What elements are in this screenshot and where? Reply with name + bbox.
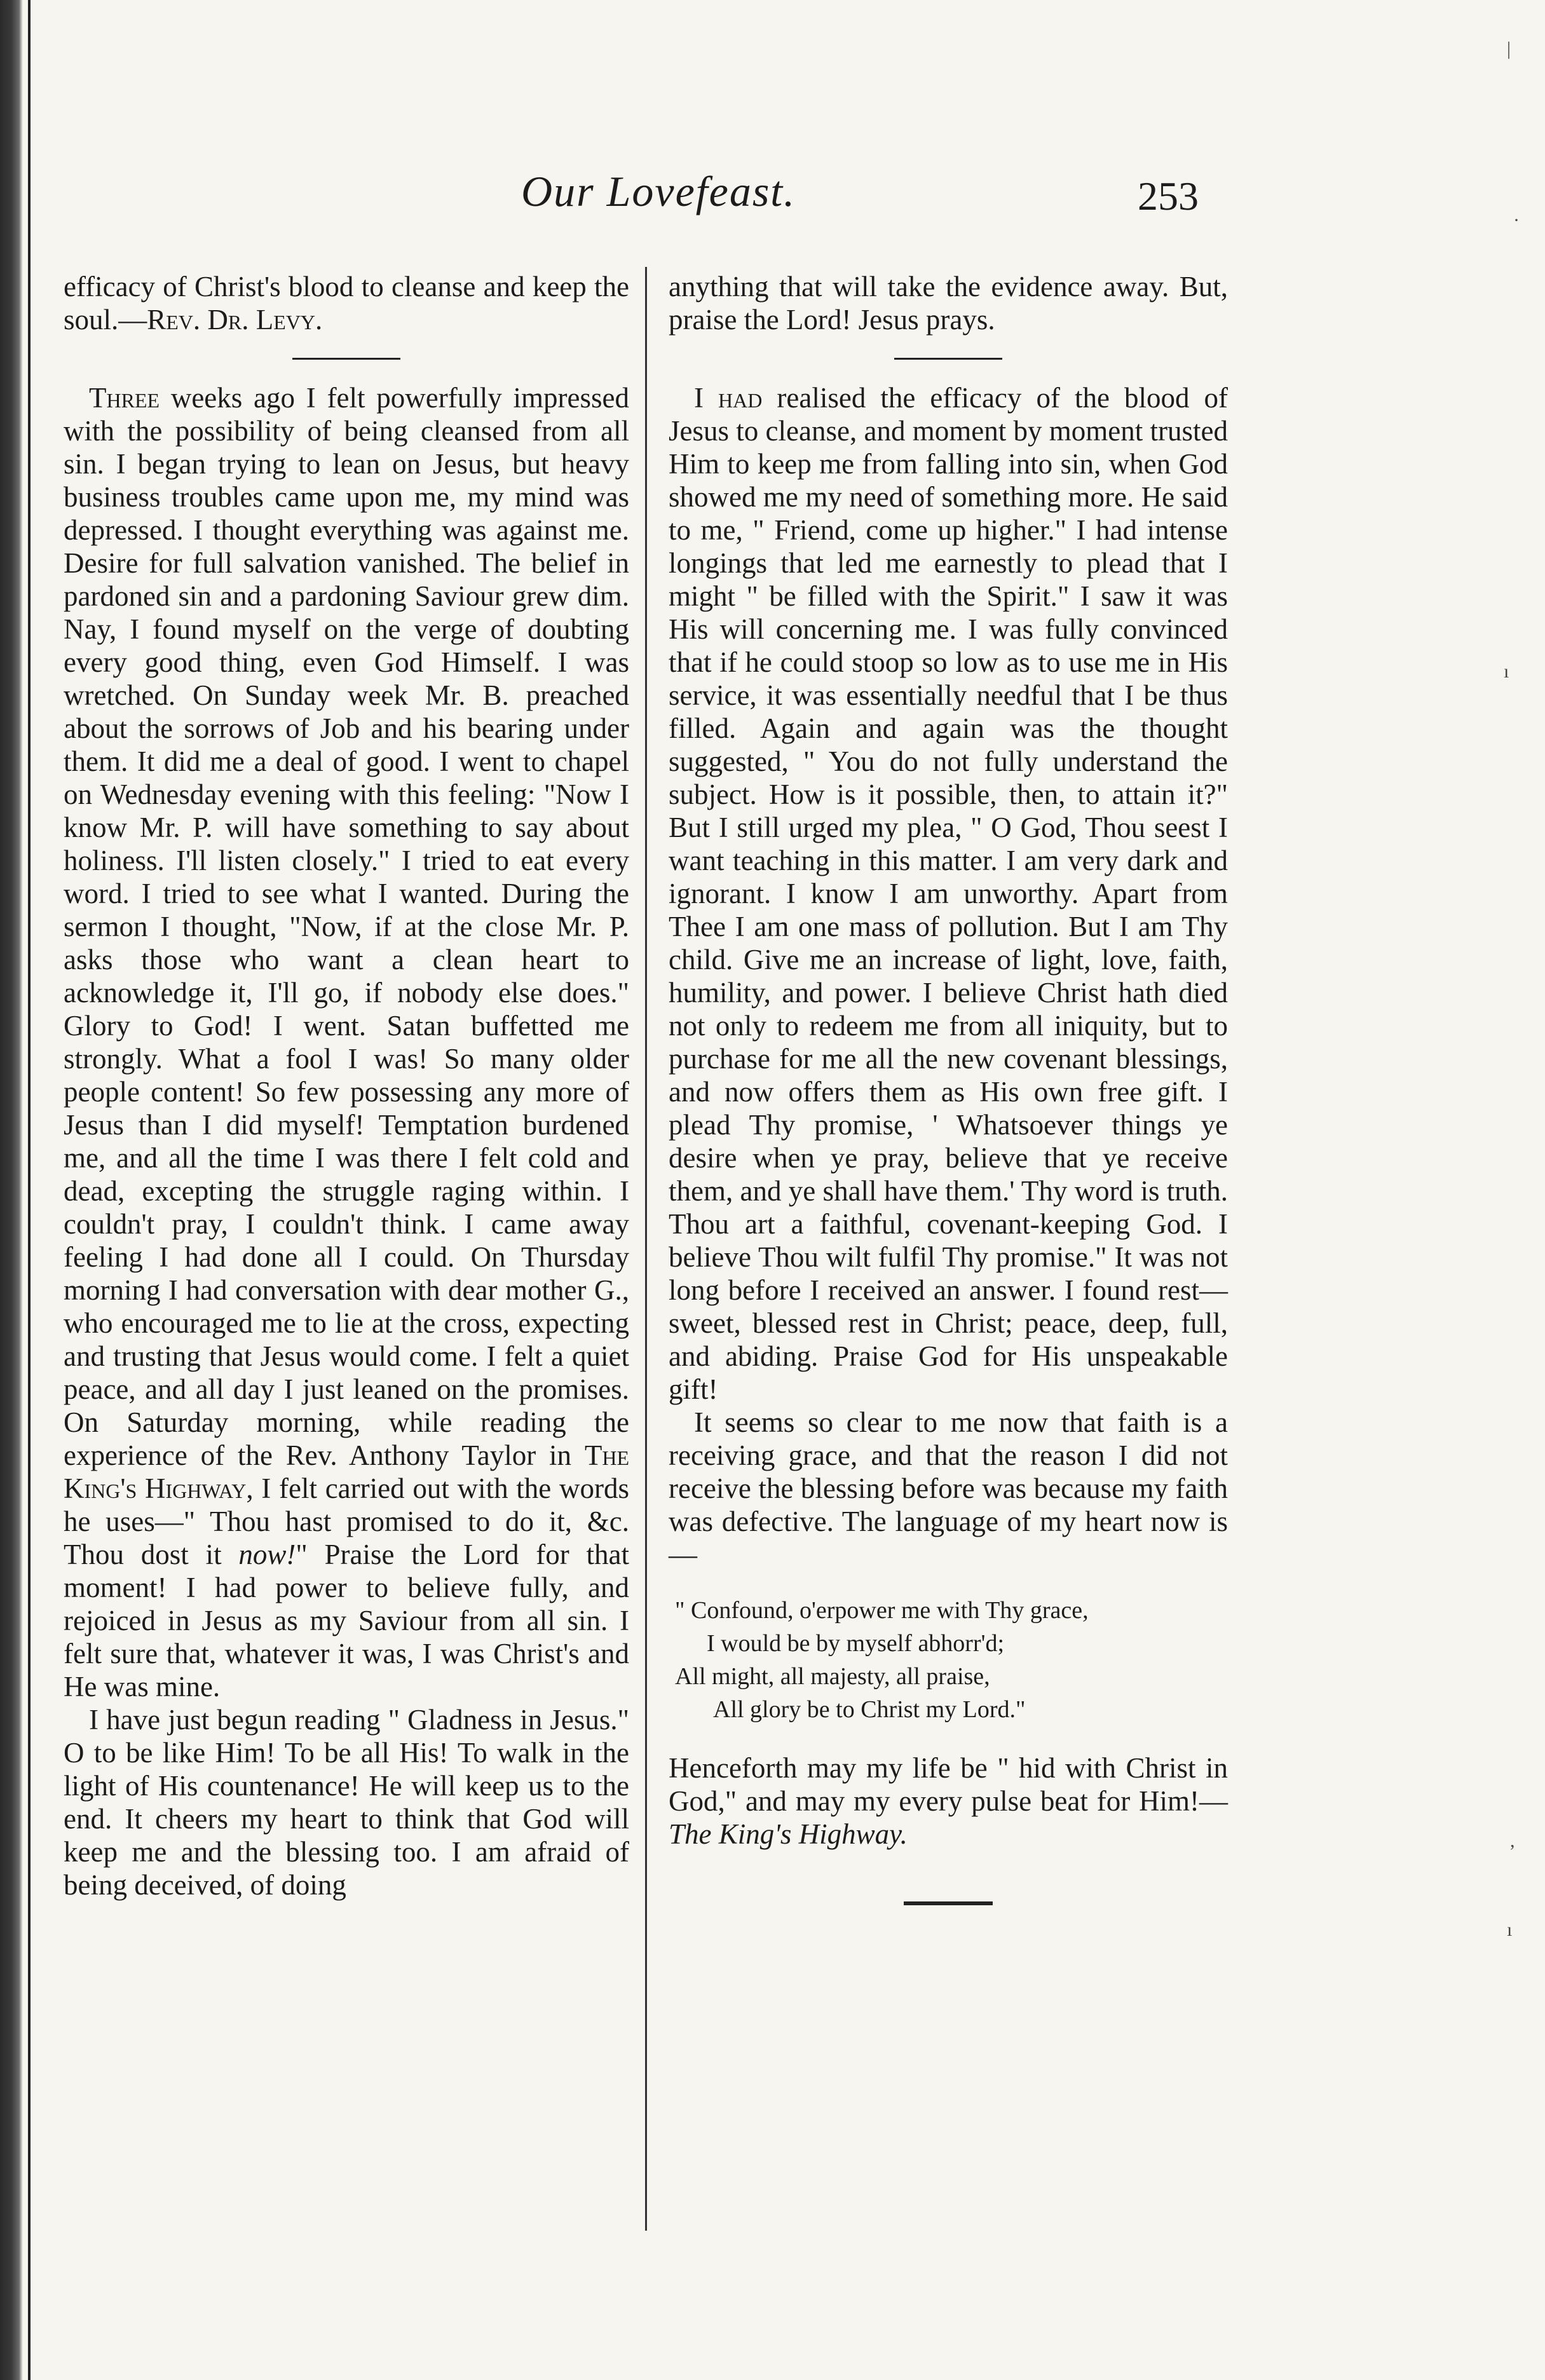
magazine-title: The King's Highway (64, 1439, 629, 1504)
page-header (64, 167, 1335, 230)
emphasis-text: now! (238, 1539, 296, 1570)
book-spine-shadow (0, 0, 23, 2380)
column-rule (645, 267, 647, 2231)
continued-paragraph (64, 270, 629, 336)
end-rule (904, 1901, 993, 1905)
paragraph: I have just begun reading " Gladness in Jesus." O to be like Him! To be all His! To walk in the light of His countenance! He will keep us to the end. It cheers my heart to think that God will keep me and the blessing too. I am afraid of being deceived, of doing (64, 1704, 629, 1901)
left-column (64, 270, 629, 1901)
source-citation: The King's Highway. (669, 1818, 908, 1850)
verse-line: All glory be to Christ my Lord." (713, 1696, 1026, 1723)
paragraph-text: weeks ago I felt powerfully impressed with the possibility of being cleansed from all sin. I began trying to lean on Jesus, but heavy business troubles came upon me, my mind was depressed. I thought everything was against me. Desire for full salvation vanished. The belief in pardoned sin and a pardoning Saviour grew dim. Nay, I found myself on the verge of doubting every good thing, even God Himself. I was wretched. On Sunday week Mr. B. preached about the sorrows of Job and his bearing under them. It did me a deal of good. I went to chapel on Wednesday evening with this feeling: "Now I know Mr. P. will have something to say about holiness. I'll listen closely." I tried to eat every word. I tried to see what I wanted. During the sermon I thought, "Now, if at the close Mr. P. asks those who want a clean heart to acknowledge it, I'll go, if nobody else does." Glory to God! I went. Satan buffetted me strongly. What a fool I was! So many older people content! So few possessing any more of Jesus than I did myself! Temptation burdened me, and all the time I was there I felt cold and dead, excepting the struggle raging within. I couldn't pray, I couldn't think. I came away feeling I had done all I could. On Thursday morning I had conversation with dear mother G., who encouraged me to lie at the cross, expecting and trusting that Jesus would come. I felt a quiet peace, and all day I just leaned on the promises. On Saturday morning, while reading the experience of the Rev. Anthony Taylor in (64, 382, 629, 1471)
paragraph-text: Henceforth may my life be " hid with Christ in God," and may my every pulse beat for Him!— (669, 1752, 1228, 1817)
signature: —Rev. Dr. Levy. (118, 304, 323, 336)
verse-line: I would be by myself abhorr'd; (707, 1630, 1005, 1657)
testimony-paragraph (669, 381, 1228, 1406)
page-number: 253 (1138, 173, 1199, 219)
testimony-paragraph (64, 381, 629, 1703)
section-divider (292, 358, 400, 360)
margin-specks: | · ı , ı (1504, 38, 1520, 1940)
verse-line: All might, all majesty, all praise, (675, 1663, 990, 1690)
closing-paragraph (669, 1751, 1228, 1851)
continued-paragraph: anything that will take the evidence away. But, praise the Lord! Jesus prays. (669, 271, 1228, 336)
paragraph: It seems so clear to me now that faith is a receiving grace, and that the reason I did not receive the blessing before was because my faith was defective. The language of my heart now is— (669, 1406, 1228, 1570)
section-divider (894, 358, 1002, 360)
right-column (669, 270, 1228, 1905)
paragraph-text: realised the efficacy of the blood of Jesus to cleanse, and moment by moment trusted Him to keep me from falling into sin, when God showed me my need of something more. He said to me, " Friend, come up higher." I had intense longings that led me earnestly to plead that I might " be filled with the Spirit." I saw it was His will concerning me. I was fully convinced that if he could stoop so low as to use me in His service, it was essentially needful that I be thus filled. Again and again was the thought suggested, " You do not fully understand the subject. How is it possible, then, to attain it?" But I still urged my plea, " O God, Thou seest I want teaching in this matter. I am very dark and ignorant. I know I am unworthy. Apart from Thee I am one mass of pollution. But I am Thy child. Give me an increase of light, love, faith, humility, and power. I believe Christ hath died not only to redeem me from all iniquity, but to purchase for me all the new covenant blessings, and now offers them as His own free gift. I plead Thy promise, ' Whatsoever things ye desire when ye pray, believe that ye receive them, and ye shall have them.' Thy word is truth. Thou art a faithful, covenant-keeping God. I believe Thou wilt fulfil Thy promise." It was not long before I received an answer. I found rest—sweet, blessed rest in Christ; peace, deep, full, and abiding. Praise God for His unspeakable gift! (669, 382, 1228, 1405)
verse-line: " Confound, o'erpower me with Thy grace, (675, 1597, 1089, 1624)
lead-word: I had (694, 382, 763, 414)
hymn-verse (669, 1594, 1228, 1726)
running-title: Our Lovefeast. (521, 167, 796, 215)
continued-text: efficacy of Christ's blood to cleanse and keep the soul. (64, 271, 629, 336)
gutter-line (28, 0, 31, 2380)
lead-word: Three (89, 382, 160, 414)
paragraph-text: , I felt carried out with the words he uses—" Thou hast promised to do it, &c. Thou dost it (64, 1472, 629, 1570)
paragraph-text: " Praise the Lord for that moment! I had power to believe fully, and rejoiced in Jesus as my Saviour from all sin. I felt sure that, whatever it was, I was Christ's and He was mine. (64, 1539, 629, 1703)
